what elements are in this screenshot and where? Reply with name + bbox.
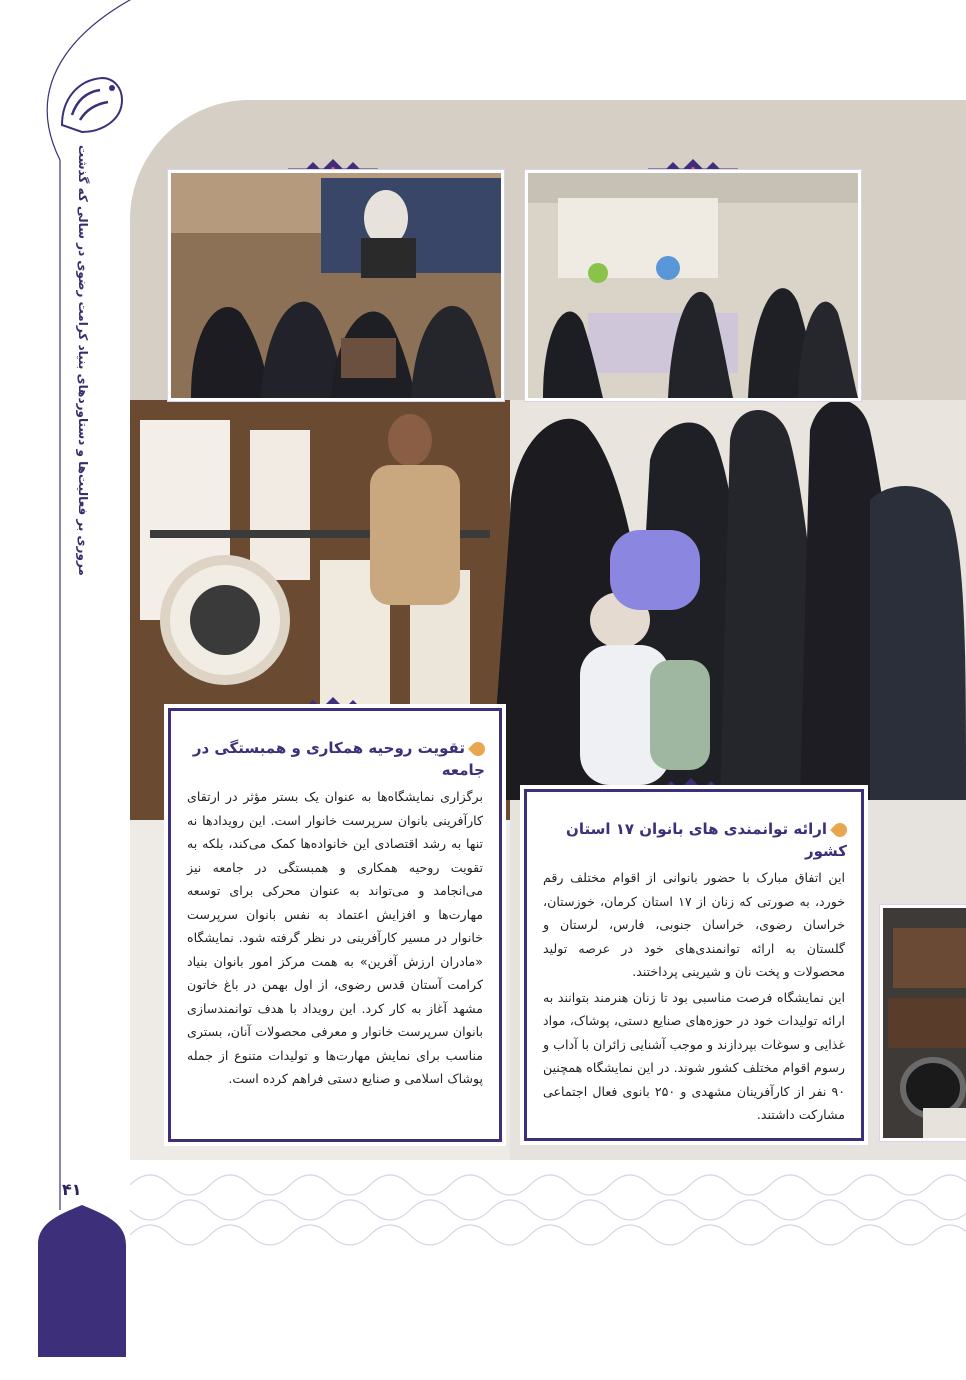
section-vertical-title: مروری بر فعالیت‌ها و دستاوردهای بنیاد کرامت رضوی در سالی که گذشت [76,145,90,576]
paragraph: این نمایشگاه فرصت مناسبی بود تا زنان هنرمند بتوانند به ارائه تولیدات خود در حوزه‌های صنایع دستی، پوشاک، مواد غذایی و سوغات بپردازند و موجب آشنایی زائران با آداب و رسوم اقوام مختلف کشور شوند. در این نمایشگاه همچنین ۹۰ نفر از کارآفرینان مشهدی و ۲۵۰ بانوی فعال اجتماعی مشارکت داشتند. [543,989,845,1122]
paragraph: این اتفاق مبارک با حضور بانوانی از اقوام مختلف رقم خورد، به صورتی که زنان از ۱۷ استان کرمان، خوزستان، خراسان رضوی، خراسان جنوبی، فارس، لرستان و گلستان به ارائه توانمندی‌های خود در عرصه تولید محصولات و پخت نان و شیرینی پرداختند. [543,870,845,979]
box-heading-text: ارائه توانمندی های بانوان ۱۷ استان کشور [566,820,847,860]
bullet-icon [830,820,850,840]
logo [52,70,126,138]
page-number: ۴۱ [62,1180,82,1199]
box-body [187,785,483,1091]
box-heading [185,737,485,781]
box-heading [541,818,847,862]
box-heading-text: تقویت روحیه همکاری و همبستگی در جامعه [192,739,485,779]
inset-photo-leather [880,905,966,1141]
paragraph: برگزاری نمایشگاه‌ها به عنوان یک بستر مؤثر در ارتقای کارآفرینی بانوان سرپرست خانوار است. این رویدادها نه تنها به رشد اقتصادی این خانواده‌ها کمک می‌کند، بلکه به تقویت روحیه همکاری و همبستگی در جامعه نیز می‌انجامد و می‌تواند به عنوان محرکی برای توسعه مهارت‌ها و افزایش اعتماد به نفس بانوان سرپرست خانوار در مسیر کارآفرینی در نظر گرفته شود. نمایشگاه «مادران ارزش آفرین» به همت مرکز امور بانوان بنیاد کرامت آستان قدس رضوی، از اول بهمن در باغ خاتون مشهد آغاز به کار کرد. این رویداد با هدف توانمندسازی بانوان سرپرست خانوار و معرفی محصولات آنان، بستری مناسب برای نمایش مهارت‌ها و تولیدات متنوع از جمله پوشاک اسلامی و صنایع دستی فراهم کرده است. [187,789,483,1086]
inset-photo-crowd [168,170,504,401]
bullet-icon [468,739,488,759]
bottom-tab-decoration [38,1205,126,1357]
geometric-pattern-band [130,1165,966,1255]
box-body [543,866,845,1127]
inset-photo-booth [525,170,861,401]
article-box-solidarity [168,708,502,1142]
article-box-provinces [524,789,864,1141]
